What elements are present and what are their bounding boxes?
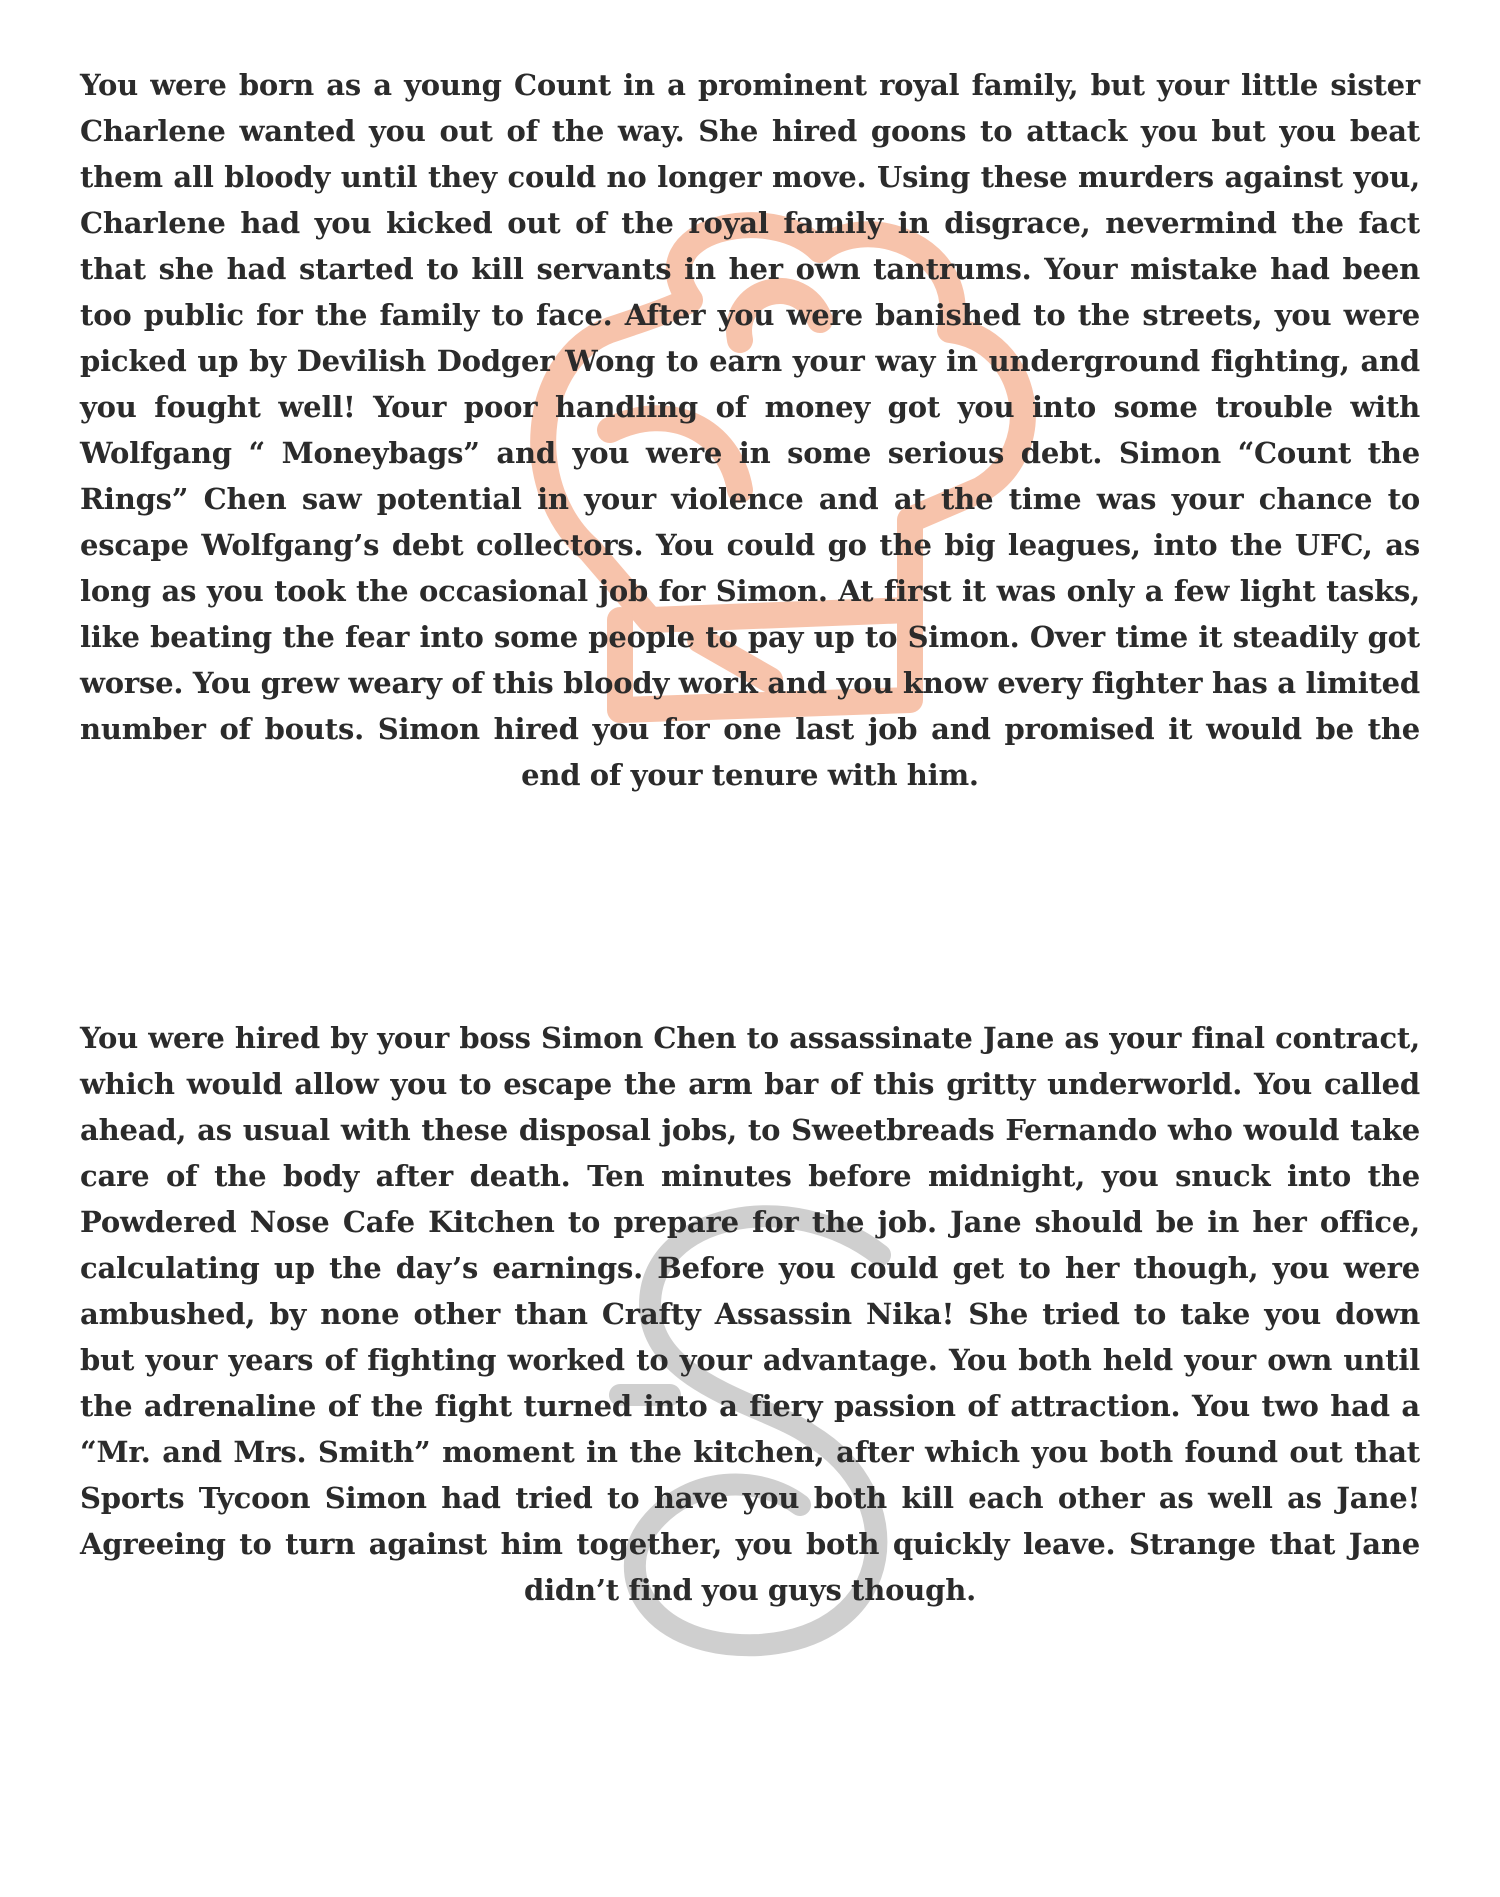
contract-paragraph: You were hired by your boss Simon Chen to assassinate Jane as your final contract, which would allow you to escape the arm bar of this gritty underworld. You called ahead, as usual with these disposal jobs, to Sweetbreads Fernando who would take care of the body after death. Ten minutes before midnight, you snuck into the Powdered Nose Cafe Kitchen to prepare for the job. Jane should be in her office, calculating up the day’s earnings. Before you could get to her though, you were ambushed, by none other than Crafty Assassin Nika! She tried to take you down but your years of fighting worked to your advantage. You both held your own until the adrenaline of the fight turned into a fiery passion of attraction. You two had a “Mr. and Mrs. Smith” moment in the kitchen, after which you both found out that Sports Tycoon Simon had tried to have you both kill each other as well as Jane! Agreeing to turn against him together, you both quickly leave. Strange that Jane didn’t find you guys though. bbox=[80, 1021, 1420, 1607]
backstory-paragraph: You were born as a young Count in a prominent royal family, but your little sister Charlene wanted you out of the way. She hired goons to attack you but you beat them all bloody until they could no longer move. Using these murders against you, Charlene had you kicked out of the royal family in disgrace, nevermind the fact that she had started to kill servants in her own tantrums. Your mistake had been too public for the family to face. After you were banished to the streets, you were picked up by Devilish Dodger Wong to earn your way in underground fighting, and you fought well! Your poor handling of money got you into some trouble with Wolfgang “ Moneybags” and you were in some serious debt. Simon “Count the Rings” Chen saw potential in your violence and at the time was your chance to escape Wolfgang’s debt collectors. You could go the big leagues, into the UFC, as long as you took the occasional job for Simon. At first it was only a few light tasks, like beating the fear into some people to pay up to Simon. Over time it steadily got worse. You grew weary of this bloody work and you know every fighter has a limited number of bouts. Simon hired you for one last job and promised it would be the end of your tenure with him. bbox=[80, 68, 1420, 792]
